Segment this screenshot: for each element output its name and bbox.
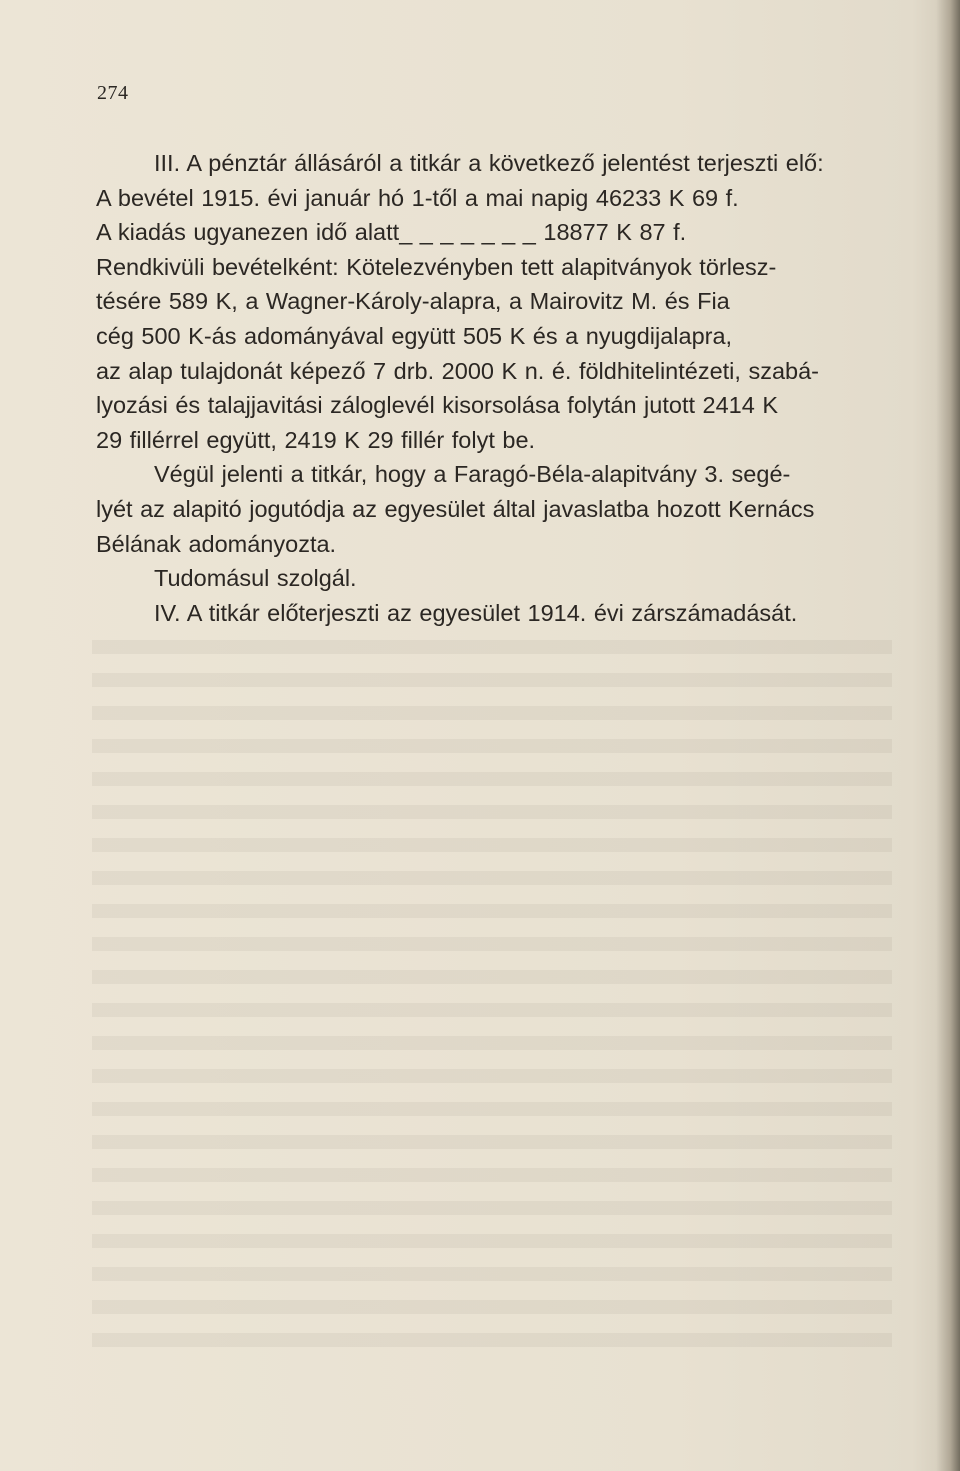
paragraph-acknowledged bbox=[96, 561, 894, 596]
text-line: Rendkivüli bevételként: Kötelezvényben tett alapitványok törlesz- bbox=[96, 253, 777, 280]
page-number: 274 bbox=[97, 82, 129, 104]
bleed-through-text bbox=[92, 640, 892, 1360]
text-line: A kiadás ugyanezen idő alatt_ _ _ _ _ _ _ 18877 K 87 f. bbox=[96, 219, 687, 246]
text-line: cég 500 K-ás adományával együtt 505 K és a nyugdijalapra, bbox=[96, 322, 733, 349]
text-line: 29 fillérrel együtt, 2419 K 29 fillér folyt be. bbox=[96, 426, 536, 453]
document-body bbox=[96, 146, 894, 630]
text-line: tésére 589 K, a Wagner-Károly-alapra, a Mairovitz M. és Fia bbox=[96, 288, 730, 315]
text-line: az alap tulajdonát képező 7 drb. 2000 K n. é. földhitelintézeti, szabá- bbox=[96, 357, 819, 384]
text-line: Bélának adományozta. bbox=[96, 530, 337, 557]
text-line: Végül jelenti a titkár, hogy a Faragó-Béla-alapitvány 3. segé- bbox=[154, 461, 791, 488]
text-line: IV. A titkár előterjeszti az egyesület 1914. évi zárszámadását. bbox=[154, 599, 798, 626]
paragraph-treasury-report bbox=[96, 146, 894, 457]
paragraph-final-accounts bbox=[96, 596, 894, 631]
text-line: III. A pénztár állásáról a titkár a következő jelentést terjeszti elő: bbox=[154, 150, 824, 176]
text-line: A bevétel 1915. évi január hó 1-től a mai napig 46233 K 69 f. bbox=[96, 184, 739, 211]
text-line: lyozási és talajjavitási záloglevél kisorsolása folytán jutott 2414 K bbox=[96, 392, 779, 419]
page-binding-edge bbox=[936, 0, 960, 1471]
paragraph-foundation-grant bbox=[96, 457, 894, 561]
text-line: lyét az alapitó jogutódja az egyesület által javaslatba hozott Kernács bbox=[96, 495, 815, 522]
text-line: Tudomásul szolgál. bbox=[154, 565, 357, 592]
